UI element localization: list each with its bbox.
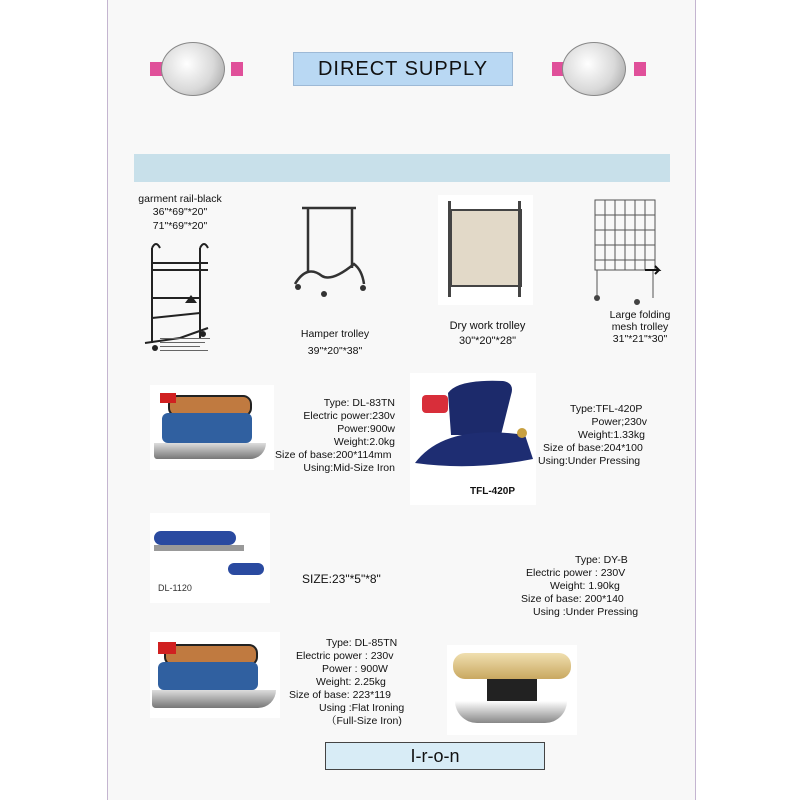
garment-rail-name: garment rail-black	[138, 193, 222, 205]
tfl420p-weight: Weight:1.33kg	[578, 429, 645, 441]
footer-label: I-r-o-n	[325, 742, 545, 770]
iron-dl85tn-image	[150, 632, 280, 718]
pink-block-right-outer	[634, 62, 646, 76]
coin-ornament-left	[161, 42, 225, 96]
dl85tn-using: Using :Flat Ironing	[319, 702, 405, 714]
garment-rail-size-1: 36"*69"*20"	[152, 206, 208, 218]
section-band	[134, 154, 670, 182]
dry-work-trolley-name: Dry work trolley	[449, 320, 526, 332]
folding-trolley-name-1: Large folding	[609, 309, 671, 321]
dyb-using: Using :Under Pressing	[533, 606, 639, 618]
hamper-trolley-size: 39"*20"*38"	[307, 345, 363, 357]
folding-trolley-size: 31"*21"*30"	[612, 333, 668, 345]
dl83tn-using: Using:Mid-Size Iron	[303, 462, 395, 474]
garment-rail-image	[140, 238, 220, 363]
folding-trolley-image	[585, 190, 667, 308]
coin-ornament-right	[562, 42, 626, 96]
dl85tn-using-2: （Full-Size Iron)	[326, 715, 402, 727]
dl85tn-base: Size of base: 223*119	[289, 689, 391, 701]
dl85tn-weight: Weight: 2.25kg	[316, 676, 386, 688]
dl83tn-base: Size of base:200*114mm	[275, 449, 392, 461]
dyb-base: Size of base: 200*140	[521, 593, 624, 605]
dl85tn-electric-power: Electric power : 230v	[296, 650, 394, 662]
dl85tn-type: Type: DL-85TN	[326, 637, 398, 649]
tfl420p-type: Type:TFL-420P	[570, 403, 643, 415]
iron-dl83tn-image	[150, 385, 274, 470]
garment-rail-size-2: 71"*69"*20"	[152, 220, 208, 232]
dyb-type: Type: DY-B	[575, 554, 628, 566]
dry-work-trolley-image	[438, 195, 533, 305]
dl83tn-weight: Weight:2.0kg	[333, 436, 395, 448]
dyb-electric-power: Electric power : 230V	[526, 567, 626, 579]
iron-tfl420p-image	[410, 373, 536, 505]
tfl420p-photo-label: TFL-420P	[470, 486, 516, 497]
dl83tn-power: Power:900w	[337, 423, 395, 435]
tfl420p-base: Size of base:204*100	[543, 442, 643, 454]
dl1120-photo-label: DL-1120	[158, 583, 192, 593]
iron-dyb-image	[447, 645, 577, 735]
hamper-trolley-name: Hamper trolley	[300, 328, 370, 340]
page-title: DIRECT SUPPLY	[293, 52, 513, 86]
tfl420p-power: Power;230v	[591, 416, 647, 428]
dyb-weight: Weight: 1.90kg	[550, 580, 620, 592]
pink-block-left-inner	[231, 62, 243, 76]
tfl420p-using: Using:Under Pressing	[538, 455, 641, 467]
dl85tn-power: Power : 900W	[322, 663, 388, 675]
hamper-trolley-image	[290, 202, 370, 299]
dl83tn-electric-power: Electric power:230v	[303, 410, 395, 422]
folding-trolley-name-2: mesh trolley	[611, 321, 669, 333]
handle-dl1120-image	[150, 513, 270, 603]
dl83tn-type: Type: DL-83TN	[323, 397, 395, 409]
dl1120-size: SIZE:23"*5"*8"	[302, 572, 381, 586]
dry-work-trolley-size: 30"*20"*28"	[459, 335, 516, 347]
